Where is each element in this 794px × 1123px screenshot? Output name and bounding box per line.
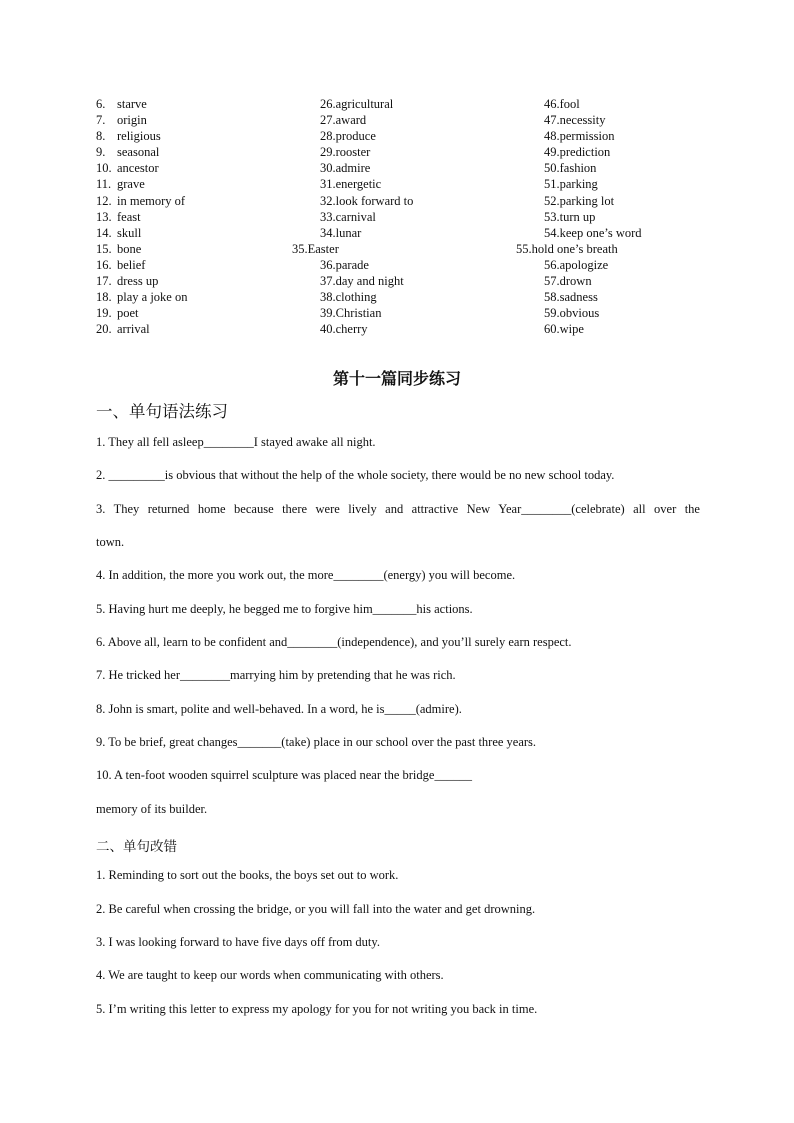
vocab-word: arrival (117, 322, 150, 337)
vocab-item (96, 273, 187, 289)
vocab-word: ancestor (117, 161, 159, 176)
vocabulary-column-2 (292, 96, 414, 337)
vocab-item: 33.carnival (320, 209, 376, 224)
vocab-number: 7. (96, 113, 106, 128)
vocab-number: 8. (96, 129, 106, 144)
vocabulary-column-1 (96, 96, 187, 337)
vocab-item: 48.permission (544, 129, 615, 144)
vocab-item: 56.apologize (544, 257, 609, 272)
vocab-item (96, 193, 187, 209)
vocab-item (96, 321, 187, 337)
page-title: 第十一篇同步练习 (332, 369, 461, 388)
exercise-item: 1. They all fell asleep________I stayed awake all night. (96, 435, 376, 449)
vocab-number: 14. (96, 225, 112, 240)
vocab-item: 29.rooster (320, 145, 371, 160)
exercise-item: 7. He tricked her________marrying him by pretending that he was rich. (96, 668, 456, 682)
vocab-item: 58.sadness (544, 290, 598, 305)
vocab-number: 9. (96, 145, 106, 160)
vocab-item (96, 289, 187, 305)
vocab-word: in memory of (117, 193, 186, 208)
vocab-item (96, 112, 187, 128)
vocab-item: 36.parade (320, 257, 369, 272)
vocab-word: belief (117, 257, 146, 272)
vocab-number: 11. (96, 177, 112, 192)
vocab-item: 31.energetic (320, 177, 382, 192)
vocab-item: 38.clothing (320, 290, 377, 305)
vocab-word: feast (117, 209, 141, 224)
vocab-item (96, 128, 187, 144)
vocab-item: 47.necessity (544, 113, 606, 128)
vocab-word: grave (117, 177, 145, 192)
vocab-number: 20. (96, 322, 112, 337)
vocab-item: 39.Christian (320, 306, 382, 321)
vocab-item: 37.day and night (320, 274, 404, 289)
exercise-item: 10. A ten-foot wooden squirrel sculpture was placed near the bridge______ (96, 768, 472, 782)
vocab-item (96, 225, 187, 241)
vocab-item (96, 241, 187, 257)
vocab-word: origin (117, 113, 147, 128)
vocab-item: 51.parking (544, 177, 598, 192)
vocab-word: seasonal (117, 145, 160, 160)
vocab-item: 46.fool (544, 97, 580, 111)
exercise-item: 2. _________is obvious that without the help of the whole society, there would be no new school today. (96, 468, 615, 482)
exercise-item: 4. In addition, the more you work out, the more________(energy) you will become. (96, 568, 516, 582)
vocab-word: skull (117, 225, 142, 240)
vocab-word: poet (117, 306, 139, 321)
vocab-item (96, 305, 187, 321)
vocab-item: 60.wipe (544, 322, 584, 337)
vocab-word: bone (117, 241, 142, 256)
correction-item: 5. I’m writing this letter to express my apology for you for not writing you back in time. (96, 1002, 538, 1016)
vocab-item: 28.produce (320, 129, 376, 144)
exercise-item: 6. Above all, learn to be confident and________(independence), and you’ll surely earn respect. (96, 635, 572, 649)
exercise-item: 3. They returned home because there were lively and attractive New Year________(celebrate) all over the (96, 502, 700, 516)
vocab-item (96, 176, 187, 192)
vocabulary-column-3 (516, 96, 642, 337)
vocab-word: play a joke on (117, 290, 188, 305)
correction-item: 2. Be careful when crossing the bridge, or you will fall into the water and get drowning. (96, 902, 536, 916)
vocab-item (96, 144, 187, 160)
vocab-number: 17. (96, 274, 112, 289)
exercise-item: 5. Having hurt me deeply, he begged me to forgive him_______his actions. (96, 602, 473, 616)
section-heading-grammar: 一、单句语法练习 (96, 402, 228, 421)
vocab-item: 32.look forward to (320, 193, 414, 208)
vocab-item (96, 209, 187, 225)
vocab-item (96, 160, 187, 176)
correction-item: 4. We are taught to keep our words when communicating with others. (96, 968, 444, 982)
exercise-item: 8. John is smart, polite and well-behaved. In a word, he is_____(admire). (96, 702, 462, 716)
vocab-number: 10. (96, 161, 112, 176)
exercise-item-continuation: memory of its builder. (96, 802, 208, 816)
section-heading-error-correction: 二、单句改错 (96, 839, 177, 855)
vocab-item: 40.cherry (320, 322, 368, 337)
vocab-item: 49.prediction (544, 145, 611, 160)
vocab-item: 52.parking lot (544, 193, 615, 208)
vocab-number: 6. (96, 97, 106, 111)
vocab-item (96, 257, 187, 273)
correction-item: 1. Reminding to sort out the books, the boys set out to work. (96, 868, 399, 882)
vocab-word: dress up (117, 274, 159, 289)
vocab-item: 59.obvious (544, 306, 600, 321)
vocab-item: 34.lunar (320, 225, 362, 240)
vocab-number: 15. (96, 241, 112, 256)
vocab-word: starve (117, 97, 147, 111)
vocab-item: 27.award (320, 113, 367, 128)
vocab-item: 50.fashion (544, 161, 597, 176)
vocab-item: 55.hold one’s breath (516, 241, 618, 256)
exercise-item-continuation: town. (96, 535, 125, 549)
vocab-item: 57.drown (544, 274, 592, 289)
vocab-item: 35.Easter (292, 241, 339, 256)
vocab-number: 16. (96, 257, 112, 272)
vocab-number: 19. (96, 306, 112, 321)
correction-item: 3. I was looking forward to have five days off from duty. (96, 935, 380, 949)
vocab-number: 18. (96, 290, 112, 305)
vocab-item: 26.agricultural (320, 97, 394, 111)
vocab-item: 53.turn up (544, 209, 596, 224)
exercise-item: 9. To be brief, great changes_______(take) place in our school over the past three years. (96, 735, 537, 749)
vocab-number: 13. (96, 209, 112, 224)
vocab-item: 30.admire (320, 161, 371, 176)
vocab-item: 54.keep one’s word (544, 225, 642, 240)
vocab-word: religious (117, 129, 161, 144)
vocab-item (96, 96, 187, 112)
vocab-number: 12. (96, 193, 112, 208)
